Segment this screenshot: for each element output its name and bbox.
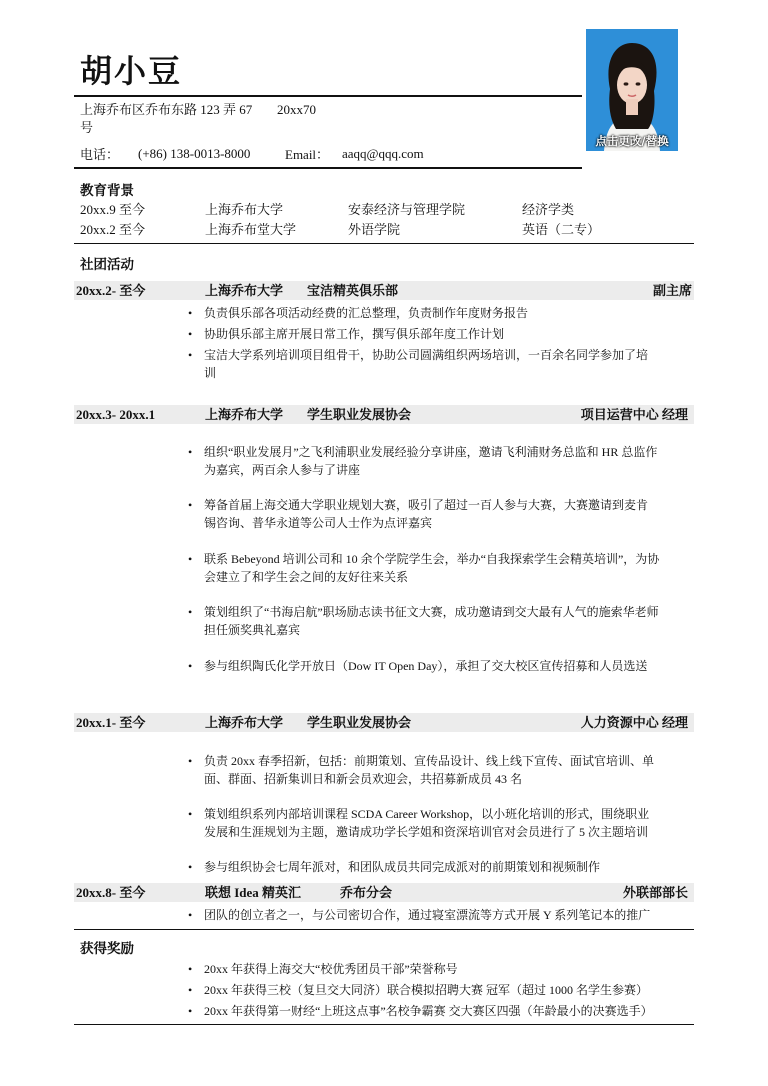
- education-date: 20xx.9 至今: [80, 202, 146, 217]
- activity-school: 上海乔布大学: [205, 715, 284, 730]
- address-line-1: 上海乔布区乔布东路 123 弄 67: [80, 102, 253, 117]
- activity-school: 联想 Idea 精英汇: [205, 885, 302, 900]
- activity-date: 20xx.8- 至今: [76, 885, 146, 900]
- address-line-2: 号: [80, 120, 94, 135]
- education-date: 20xx.2 至今: [80, 222, 146, 237]
- bottom-divider: [74, 1024, 694, 1025]
- education-major: 经济学类: [522, 202, 575, 217]
- phone-value: (+86) 138-0013-8000: [138, 146, 251, 161]
- section-divider: [74, 243, 694, 244]
- activity-org: 宝洁精英俱乐部: [307, 283, 399, 298]
- activity-role: 人力资源中心 经理: [580, 715, 688, 730]
- education-college: 安泰经济与管理学院: [348, 202, 466, 217]
- candidate-name: 胡小豆: [80, 52, 183, 90]
- activity-date: 20xx.2- 至今: [76, 283, 146, 298]
- photo-replace-label[interactable]: 点击更改/替换: [595, 134, 669, 148]
- activity-org: 乔布分会: [340, 885, 393, 900]
- activity-school: 上海乔布大学: [205, 283, 284, 298]
- birth-info: 20xx70: [277, 102, 316, 117]
- email-label: Email：: [285, 147, 330, 162]
- activity-header: [74, 713, 694, 732]
- activity-date: 20xx.3- 20xx.1: [76, 407, 156, 422]
- activity-header: [74, 883, 694, 902]
- header-divider: [74, 95, 582, 97]
- phone-label: 电话：: [80, 147, 120, 162]
- section-title-awards: 获得奖励: [80, 941, 134, 957]
- activity-header: [74, 281, 694, 300]
- education-school: 上海乔布大学: [205, 202, 284, 217]
- activity-org: 学生职业发展协会: [307, 715, 412, 730]
- profile-photo[interactable]: [586, 29, 678, 151]
- education-major: 英语（二专）: [522, 222, 601, 237]
- activity-role: 外联部部长: [622, 885, 688, 900]
- section-divider: [74, 929, 694, 930]
- activity-role: 副主席: [652, 283, 692, 298]
- section-title-activities: 社团活动: [80, 257, 134, 273]
- activity-date: 20xx.1- 至今: [76, 715, 146, 730]
- activity-org: 学生职业发展协会: [307, 407, 412, 422]
- activity-school: 上海乔布大学: [205, 407, 284, 422]
- email-value: aaqq@qqq.com: [342, 146, 424, 161]
- section-title-education: 教育背景: [80, 183, 134, 199]
- education-school: 上海乔布堂大学: [205, 222, 297, 237]
- education-college: 外语学院: [348, 222, 401, 237]
- activity-header: [74, 405, 694, 424]
- header-bottom-divider: [74, 167, 582, 169]
- activity-role: 项目运营中心 经理: [580, 407, 688, 422]
